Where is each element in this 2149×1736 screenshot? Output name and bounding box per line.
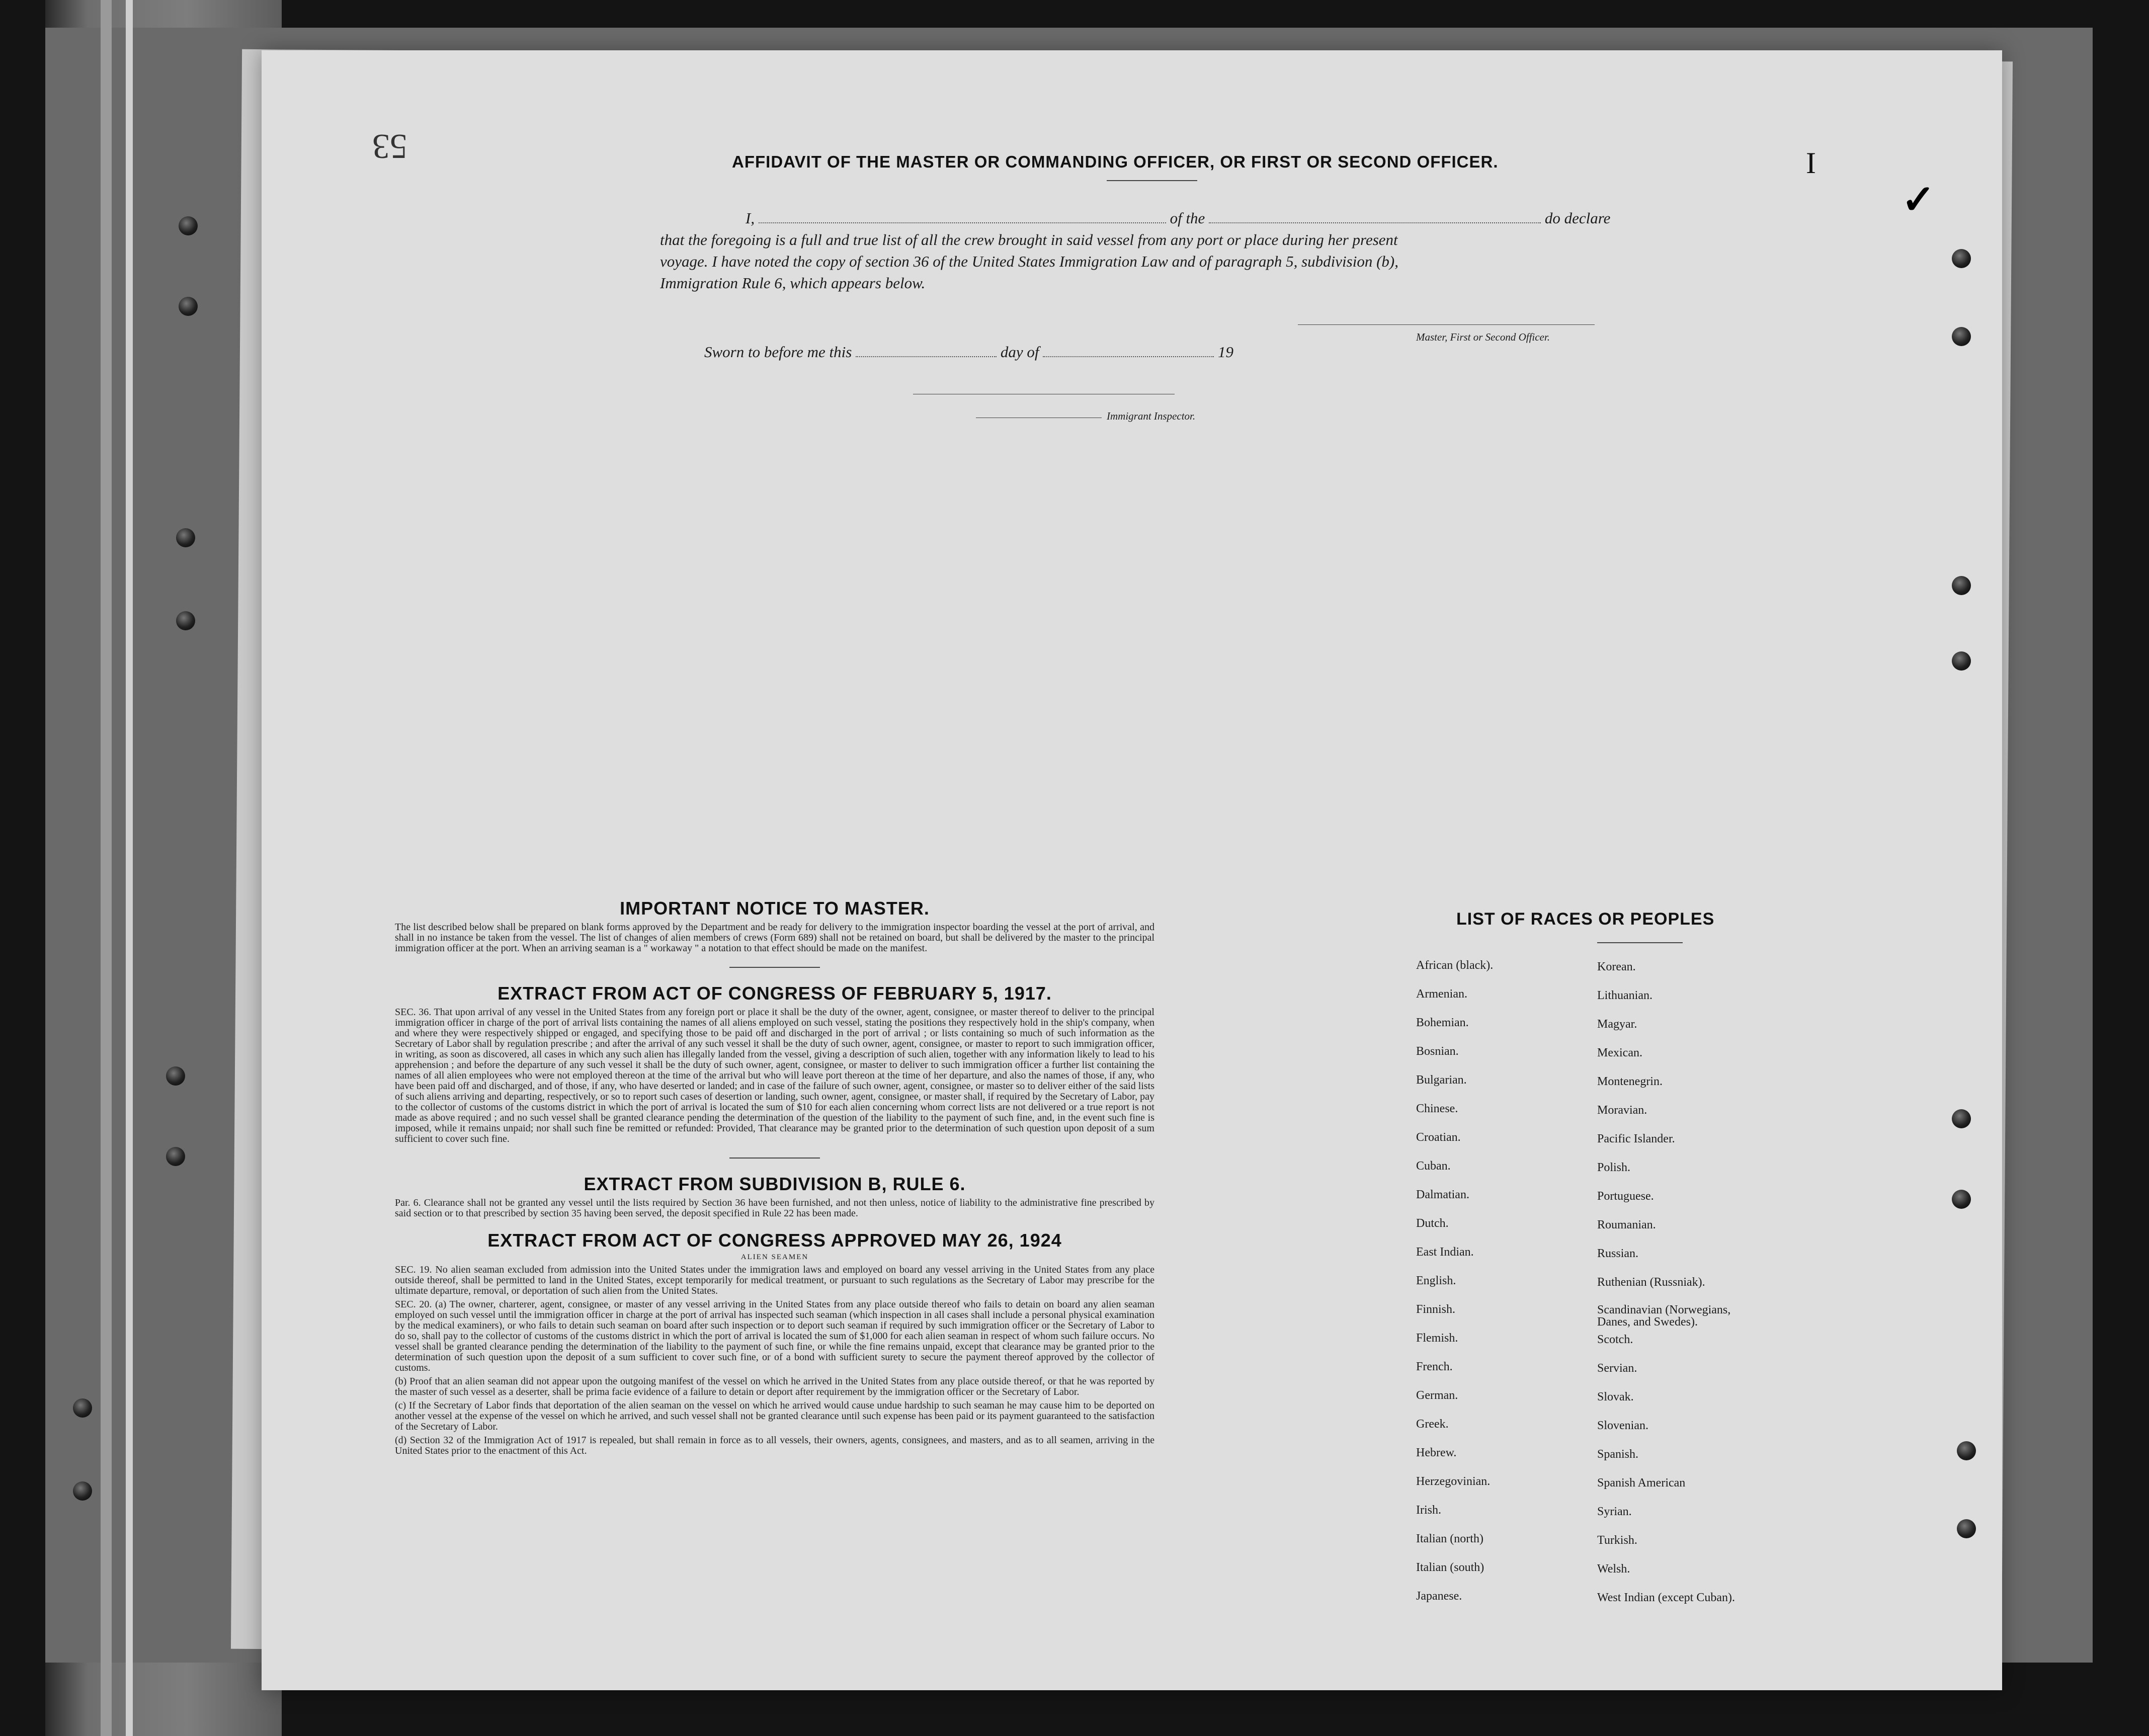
race-item: Italian (south) <box>1416 1561 1484 1574</box>
corner-mark: I <box>1806 146 1816 180</box>
year-prefix: 19 <box>1217 343 1233 361</box>
affidavit-title: AFFIDAVIT OF THE MASTER OR COMMANDING OFFICER, OR FIRST OR SECOND OFFICER. <box>732 152 1499 171</box>
race-item: Japanese. <box>1416 1590 1462 1603</box>
extract-1924-sec20d: (d) Section 32 of the Immigration Act of 1917 is repealed, but shall remain in force as to all vessels, their owners, agents, consignees, and masters, and as to all seamen, arriving in the United States prior to the enactment of this Act. <box>395 1435 1154 1456</box>
race-item: Dalmatian. <box>1416 1188 1469 1201</box>
section-divider <box>729 967 820 968</box>
races-column-1 <box>1416 958 1493 1618</box>
race-item: Russian. <box>1597 1247 1639 1260</box>
races-column-2 <box>1597 960 1763 1619</box>
race-item: Polish. <box>1597 1161 1631 1174</box>
extract-1924-sec20c: (c) If the Secretary of Labor finds that deportation of the alien seaman on the vessel on which he arrived would cause undue hardship to such seaman he may cause him to be deported on another vessel at the expense of the vessel on which he arrived, and such vessel shall not be granted clearance until such expense has been paid or its payment guaranteed to the satisfaction of the Secretary of Labor. <box>395 1400 1154 1432</box>
race-item: Slovak. <box>1597 1390 1634 1403</box>
race-item: West Indian (except Cuban). <box>1597 1591 1735 1604</box>
binder-hole <box>166 1147 185 1166</box>
declaration-line-2: that the foregoing is a full and true list of all the crew brought in said vessel from any port or place during her present <box>660 231 1398 249</box>
binder-hole <box>1952 576 1971 595</box>
race-item: Chinese. <box>1416 1102 1458 1115</box>
extract-1924-title: EXTRACT FROM ACT OF CONGRESS APPROVED MAY 26, 1924 <box>487 1230 1062 1251</box>
binder-hole <box>1952 1190 1971 1209</box>
race-item: English. <box>1416 1274 1456 1287</box>
race-item: Welsh. <box>1597 1562 1630 1576</box>
i-label: I, <box>746 209 755 227</box>
extract-1917-text: SEC. 36. That upon arrival of any vessel in the United States from any foreign port or place it shall be the duty of the owner, agent, consignee, or master thereof to deliver to the principal immigration officer in charge of the port of arrival lists containing the names of all aliens employed on such vessel, stating the positions they respectively hold in the ship's company, when and where they were respectively shipped or engaged, and specifying those to be paid off and discharged in the port of arrival ; or lists containing so much of such information as the Secretary of Labor shall by regulation prescribe ; and after the arrival of any such vessel it shall be the duty of such owner, agent, consignee, or master to report to such immigration officer, in writing, as soon as discovered, all cases in which any such alien has illegally landed from the vessel, giving a description of such alien, together with any information likely to lead to his apprehension ; and before the departure of any such vessel it shall be the duty of such owner, agent, consignee, or master to deliver to such immigration officer a further list containing the names of all alien employees who were not employed thereon at the time of the arrival but who will leave port thereon at the time of her departure, and also the names of those, if any, who have been paid off and discharged, and of those, if any, who have deserted or landed; and in case of the failure of such owner, agent, consignee, or master so to deliver either of the said lists of such aliens arriving and departing, respectively, or so to report such cases of desertion or landing, such owner, agent, consignee, or master shall, if required by the Secretary of Labor, pay to the collector of customs of the customs district in which the port of arrival is located the sum of $10 for each alien concerning whom correct lists are not delivered or a true report is not made as above required ; and no such vessel shall be granted clearance pending the determination of the question of the liability to the payment of such fine, and, in the event such fine is imposed, while it remains unpaid; nor shall such fine be remitted or refunded: Provided, That clearance may be granted prior to the determination of such question upon deposit of a sum sufficient to cover such fine. <box>395 1007 1154 1144</box>
binder-hole <box>1952 327 1971 346</box>
legal-notices <box>395 898 1154 1456</box>
race-item: Hebrew. <box>1416 1446 1457 1459</box>
binder-hole <box>1957 1441 1976 1460</box>
extract-1917-title: EXTRACT FROM ACT OF CONGRESS OF FEBRUARY 5, 1917. <box>498 983 1052 1004</box>
race-item: Herzegovinian. <box>1416 1475 1491 1488</box>
day-of-label: day of <box>1000 343 1039 361</box>
sworn-prefix: Sworn to before me this <box>704 343 852 361</box>
signature-line[interactable] <box>1298 324 1595 325</box>
race-item: Spanish American <box>1597 1476 1686 1490</box>
page-number: 53 <box>372 127 407 166</box>
binder-hole <box>179 297 198 316</box>
vessel-blank[interactable] <box>1209 208 1541 223</box>
do-declare-label: do declare <box>1544 209 1611 227</box>
notice-text: The list described below shall be prepared on blank forms approved by the Department and be ready for delivery to the immigration inspector boarding the vessel at the port of arrival, and shall in no instance be taken from the vessel. The list of changes of alien members of crews (Form 689) shall not be retained on board, but shall be delivered by the master to the principal immigration officer at the port. When an arriving seaman is a " workaway " a notation to that effect should be made on the manifest. <box>395 922 1154 954</box>
race-item: Lithuanian. <box>1597 989 1652 1002</box>
race-item: Croatian. <box>1416 1131 1461 1144</box>
race-item: German. <box>1416 1389 1458 1402</box>
race-item: Moravian. <box>1597 1104 1647 1117</box>
signature-label: Master, First or Second Officer. <box>1416 331 1550 343</box>
race-item: Bulgarian. <box>1416 1073 1467 1087</box>
of-the-label: of the <box>1170 209 1205 227</box>
races-underline <box>1597 942 1683 943</box>
race-item: Portuguese. <box>1597 1190 1654 1203</box>
declaration-line-4: Immigration Rule 6, which appears below. <box>660 274 926 292</box>
binder-hole <box>1957 1519 1976 1538</box>
race-item: Roumanian. <box>1597 1218 1656 1231</box>
race-item: Finnish. <box>1416 1303 1456 1316</box>
month-blank[interactable] <box>1043 342 1214 357</box>
race-item: Irish. <box>1416 1504 1441 1517</box>
binder-hole <box>176 611 195 630</box>
race-item: Ruthenian (Russniak). <box>1597 1276 1705 1289</box>
race-item: Greek. <box>1416 1418 1449 1431</box>
binder-hole <box>176 528 195 547</box>
race-item: French. <box>1416 1360 1453 1373</box>
race-item: Italian (north) <box>1416 1532 1483 1545</box>
binder-hole <box>1952 249 1971 268</box>
race-item: Spanish. <box>1597 1448 1639 1461</box>
page-edge <box>126 0 133 1736</box>
binder-hole <box>166 1066 185 1086</box>
extract-1924-sec20a: SEC. 20. (a) The owner, charterer, agent, consignee, or master of any vessel arriving in the United States from any place outside thereof who fails to detain on board any alien seaman employed on such vessel until the immigration officer in charge at the port of arrival has inspected such seaman (which inspection in all cases shall include a personal physical examination by the medical examiners), or who fails to detain such seaman on board after such inspection or to deport such seaman if required by such immigration officer or the Secretary of Labor to do so, shall pay to the collector of customs of the customs district in which the port of arrival is located the sum of $1,000 for each alien seaman in respect of whom such failure occurs. No vessel shall be granted clearance pending the determination of the liability to the payment of such fine, or while the fine remains unpaid, except that clearance may be granted prior to the determination of such question upon the deposit of a sum sufficient to cover such fine, or of a bond with sufficient surety to secure the payment thereof approved by the collector of customs. <box>395 1299 1154 1373</box>
races-title: LIST OF RACES OR PEOPLES <box>1456 910 1715 929</box>
race-item: Bosnian. <box>1416 1045 1459 1058</box>
race-item: Bohemian. <box>1416 1016 1469 1029</box>
extract-1924-sec19: SEC. 19. No alien seaman excluded from admission into the United States under the immigration laws and employed on board any vessel arriving in the United States from any place outside thereof, shall be permitted to land in the United States, except temporarily for medical treatment, or pursuant to such regulations as the Secretary of Labor may prescribe for the ultimate departure, removal, or deportation of such alien from the United States. <box>395 1264 1154 1296</box>
binder-hole <box>179 216 198 235</box>
race-item: Scandinavian (Norwegians, Danes, and Swedes). <box>1597 1303 1731 1329</box>
binder-hole <box>1952 1109 1971 1128</box>
race-item: Turkish. <box>1597 1534 1637 1547</box>
sworn-line <box>704 342 1233 361</box>
race-item: Flemish. <box>1416 1332 1458 1345</box>
page-edge <box>101 0 112 1736</box>
extract-1924-sec20b: (b) Proof that an alien seaman did not appear upon the outgoing manifest of the vessel on which he arrived in the United States from any place outside thereof, or that he was reported by the master of such vessel as a deserter, shall be prima facie evidence of a failure to detain or deport after requirement by the immigration officer or the Secretary of Labor. <box>395 1376 1154 1397</box>
race-item: East Indian. <box>1416 1246 1474 1259</box>
race-item: Magyar. <box>1597 1018 1637 1031</box>
extract-rule6-title: EXTRACT FROM SUBDIVISION B, RULE 6. <box>584 1174 966 1194</box>
declaration-line-1 <box>746 207 1636 229</box>
race-item: Syrian. <box>1597 1505 1632 1518</box>
binder-hole <box>1952 651 1971 671</box>
race-item: Montenegrin. <box>1597 1075 1663 1088</box>
name-blank[interactable] <box>759 208 1166 223</box>
race-item: Korean. <box>1597 960 1636 973</box>
race-item: Cuban. <box>1416 1160 1451 1173</box>
race-item: Servian. <box>1597 1362 1637 1375</box>
inspector-label: Immigrant Inspector. <box>1107 410 1196 422</box>
day-blank[interactable] <box>856 342 997 357</box>
notice-title: IMPORTANT NOTICE TO MASTER. <box>620 898 930 919</box>
race-item: Dutch. <box>1416 1217 1449 1230</box>
race-item: Armenian. <box>1416 987 1467 1001</box>
check-mark: ✓ <box>1902 177 1936 222</box>
binder-hole <box>73 1398 92 1418</box>
section-divider <box>729 1158 820 1159</box>
declaration-text <box>660 207 1636 294</box>
race-item: Mexican. <box>1597 1046 1642 1059</box>
extract-1924-subtitle: ALIEN SEAMEN <box>740 1253 809 1261</box>
race-item: Pacific Islander. <box>1597 1132 1675 1145</box>
race-item: Scotch. <box>1597 1333 1633 1346</box>
race-item: Slovenian. <box>1597 1419 1648 1432</box>
race-item: African (black). <box>1416 959 1494 972</box>
extract-rule6-text: Par. 6. Clearance shall not be granted any vessel until the lists required by Section 36 have been furnished, and not then unless, notice of liability to the administrative fine prescribed by said section or to that prescribed by section 35 having been served, the deposit specified in Rule 22 has been made. <box>395 1197 1154 1219</box>
binder-hole <box>73 1481 92 1501</box>
declaration-line-3: voyage. I have noted the copy of section 36 of the United States Immigration Law and of paragraph 5, subdivision (b), <box>660 253 1398 270</box>
title-underline <box>1107 180 1197 181</box>
